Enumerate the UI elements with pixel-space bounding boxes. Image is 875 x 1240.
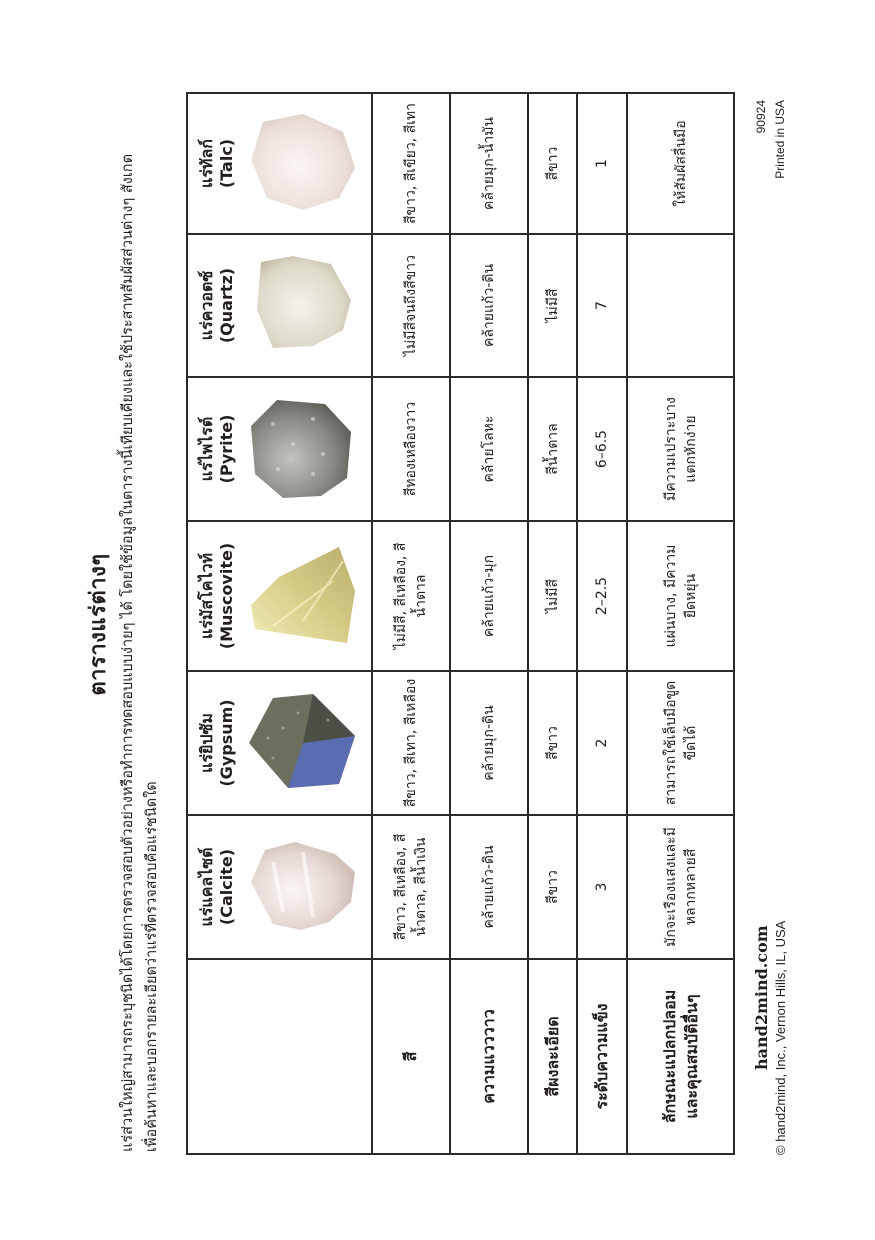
cell-calcite-luster: คล้ายแก้ว-ดิน (450, 815, 528, 959)
mineral-header-gypsum (187, 671, 372, 815)
mineral-name-thai: แร่ควอตซ์ (197, 270, 216, 341)
mineral-table (186, 92, 735, 1155)
cell-pyrite-color: สีทองเหลืองวาว (372, 377, 450, 521)
cell-pyrite-streak: สีน้ำตาล (528, 377, 577, 521)
table-row-streak (528, 93, 577, 1154)
cell-talc-other: ให้สัมผัสลื่นมือ (627, 93, 734, 234)
cell-muscovite-luster: คล้ายแก้ว-มุก (450, 521, 528, 671)
pyrite-rock-image (243, 394, 363, 504)
intro-line-2: เพื่อค้นหาและบอกรายละเอียดว่าแร่ที่ตรวจสอบคือแร่ชนิดใด (144, 781, 160, 1152)
row-header-hardness: ระดับความแข็ง (577, 959, 627, 1154)
row-header-other (627, 959, 734, 1154)
mineral-name-thai: แร่แคลไซต์ (197, 847, 216, 927)
talc-rock-image (243, 109, 363, 219)
cell-calcite-hardness: 3 (577, 815, 627, 959)
mineral-header-muscovite (187, 521, 372, 671)
cell-gypsum-streak: สีขาว (528, 671, 577, 815)
mineral-name-thai: แร่มัสโคไวท์ (197, 552, 216, 640)
quartz-rock-image (243, 251, 363, 361)
gypsum-rock-image (243, 688, 363, 798)
mineral-name-english: (Calcite) (217, 848, 236, 926)
page-title: ตารางแร่ต่างๆ (86, 553, 111, 696)
cell-quartz-color: ไม่มีสีจนถึงสีขาว (372, 234, 450, 377)
cell-quartz-hardness: 7 (577, 234, 627, 377)
mineral-header-talc (187, 93, 372, 234)
product-code: 90924 (754, 100, 768, 134)
cell-calcite-other: มักจะเรืองแสงและมีหลากหลายสี (627, 815, 734, 959)
mineral-name-thai: แร่ทัลก์ (197, 139, 216, 188)
mineral-name-thai: แร่ไพไรต์ (197, 416, 216, 482)
cell-gypsum-other: สามารถใช้เล็บมือขูดขีดได้ (627, 671, 734, 815)
cell-calcite-color: สีขาว, สีเหลือง, สีน้ำตาล, สีน้ำเงิน (372, 815, 450, 959)
cell-talc-color: สีขาว, สีเขียว, สีเทา (372, 93, 450, 234)
mineral-name-english: (Muscovite) (217, 542, 236, 650)
cell-pyrite-luster: คล้ายโลหะ (450, 377, 528, 521)
muscovite-rock-image (243, 541, 363, 651)
mineral-name-english: (Talc) (217, 138, 236, 189)
brand-link[interactable]: hand2mind.com (752, 925, 771, 1070)
cell-muscovite-other: แผ่นบาง, มีความยืดหยุ่น (627, 521, 734, 671)
table-row-color (372, 93, 450, 1154)
cell-gypsum-color: สีขาว, สีเทา, สีเหลือง (372, 671, 450, 815)
cell-pyrite-other: มีความเปราะบาง แตกหักง่าย (627, 377, 734, 521)
row-header-other-line-2: และคุณสมบัติอื่นๆ (681, 994, 701, 1119)
cell-quartz-luster: คล้ายแก้ว-ดิน (450, 234, 528, 377)
header-row (187, 93, 372, 1154)
cell-gypsum-luster: คล้ายมุก-ดิน (450, 671, 528, 815)
product-code-block (752, 100, 790, 179)
row-header-luster: ความแวววาว (450, 959, 528, 1154)
calcite-rock-image (243, 832, 363, 942)
table-row-other (627, 93, 734, 1154)
corner-cell (187, 959, 372, 1154)
cell-muscovite-streak: ไม่มีสี (528, 521, 577, 671)
table-row-luster (450, 93, 528, 1154)
mineral-header-pyrite (187, 377, 372, 521)
mineral-header-calcite (187, 815, 372, 959)
cell-talc-luster: คล้ายมุก-น้ำมัน (450, 93, 528, 234)
table-row-hardness (577, 93, 627, 1154)
cell-calcite-streak: สีขาว (528, 815, 577, 959)
intro-paragraph (116, 72, 164, 1152)
cell-quartz-other (627, 234, 734, 377)
cell-muscovite-hardness: 2–2.5 (577, 521, 627, 671)
mineral-name-english: (Gypsum) (217, 699, 236, 787)
cell-gypsum-hardness: 2 (577, 671, 627, 815)
mineral-name-thai: แร่ยิปซัม (197, 713, 216, 773)
row-header-streak: สีผงละเอียด (528, 959, 577, 1154)
cell-muscovite-color: ไม่มีสี, สีเหลือง, สีน้ำตาล (372, 521, 450, 671)
printed-in-text: Printed in USA (773, 100, 787, 179)
intro-line-1: แร่ส่วนใหญ่สามารถระบุชนิดได้โดยการตรวจสอบตัวอย่างหรือทำการทดสอบแบบง่ายๆ ได้ โดยใช้ข้อมูลในตารางนี้เทียบเคียงและใช้ประสาทสัมผัสส่วนต่างๆ สังเกต (120, 154, 136, 1152)
mineral-header-quartz (187, 234, 372, 377)
mineral-name-english: (Pyrite) (217, 414, 236, 484)
cell-talc-hardness: 1 (577, 93, 627, 234)
mineral-name-english: (Quartz) (217, 267, 236, 344)
row-header-other-line-1: ลักษณะแปลกปลอม (659, 989, 679, 1124)
cell-quartz-streak: ไม่มีสี (528, 234, 577, 377)
cell-pyrite-hardness: 6–6.5 (577, 377, 627, 521)
cell-talc-streak: สีขาว (528, 93, 577, 234)
row-header-color: สี (372, 959, 450, 1154)
copyright-text: © hand2mind, Inc., Vernon Hills, IL, USA (773, 920, 788, 1155)
